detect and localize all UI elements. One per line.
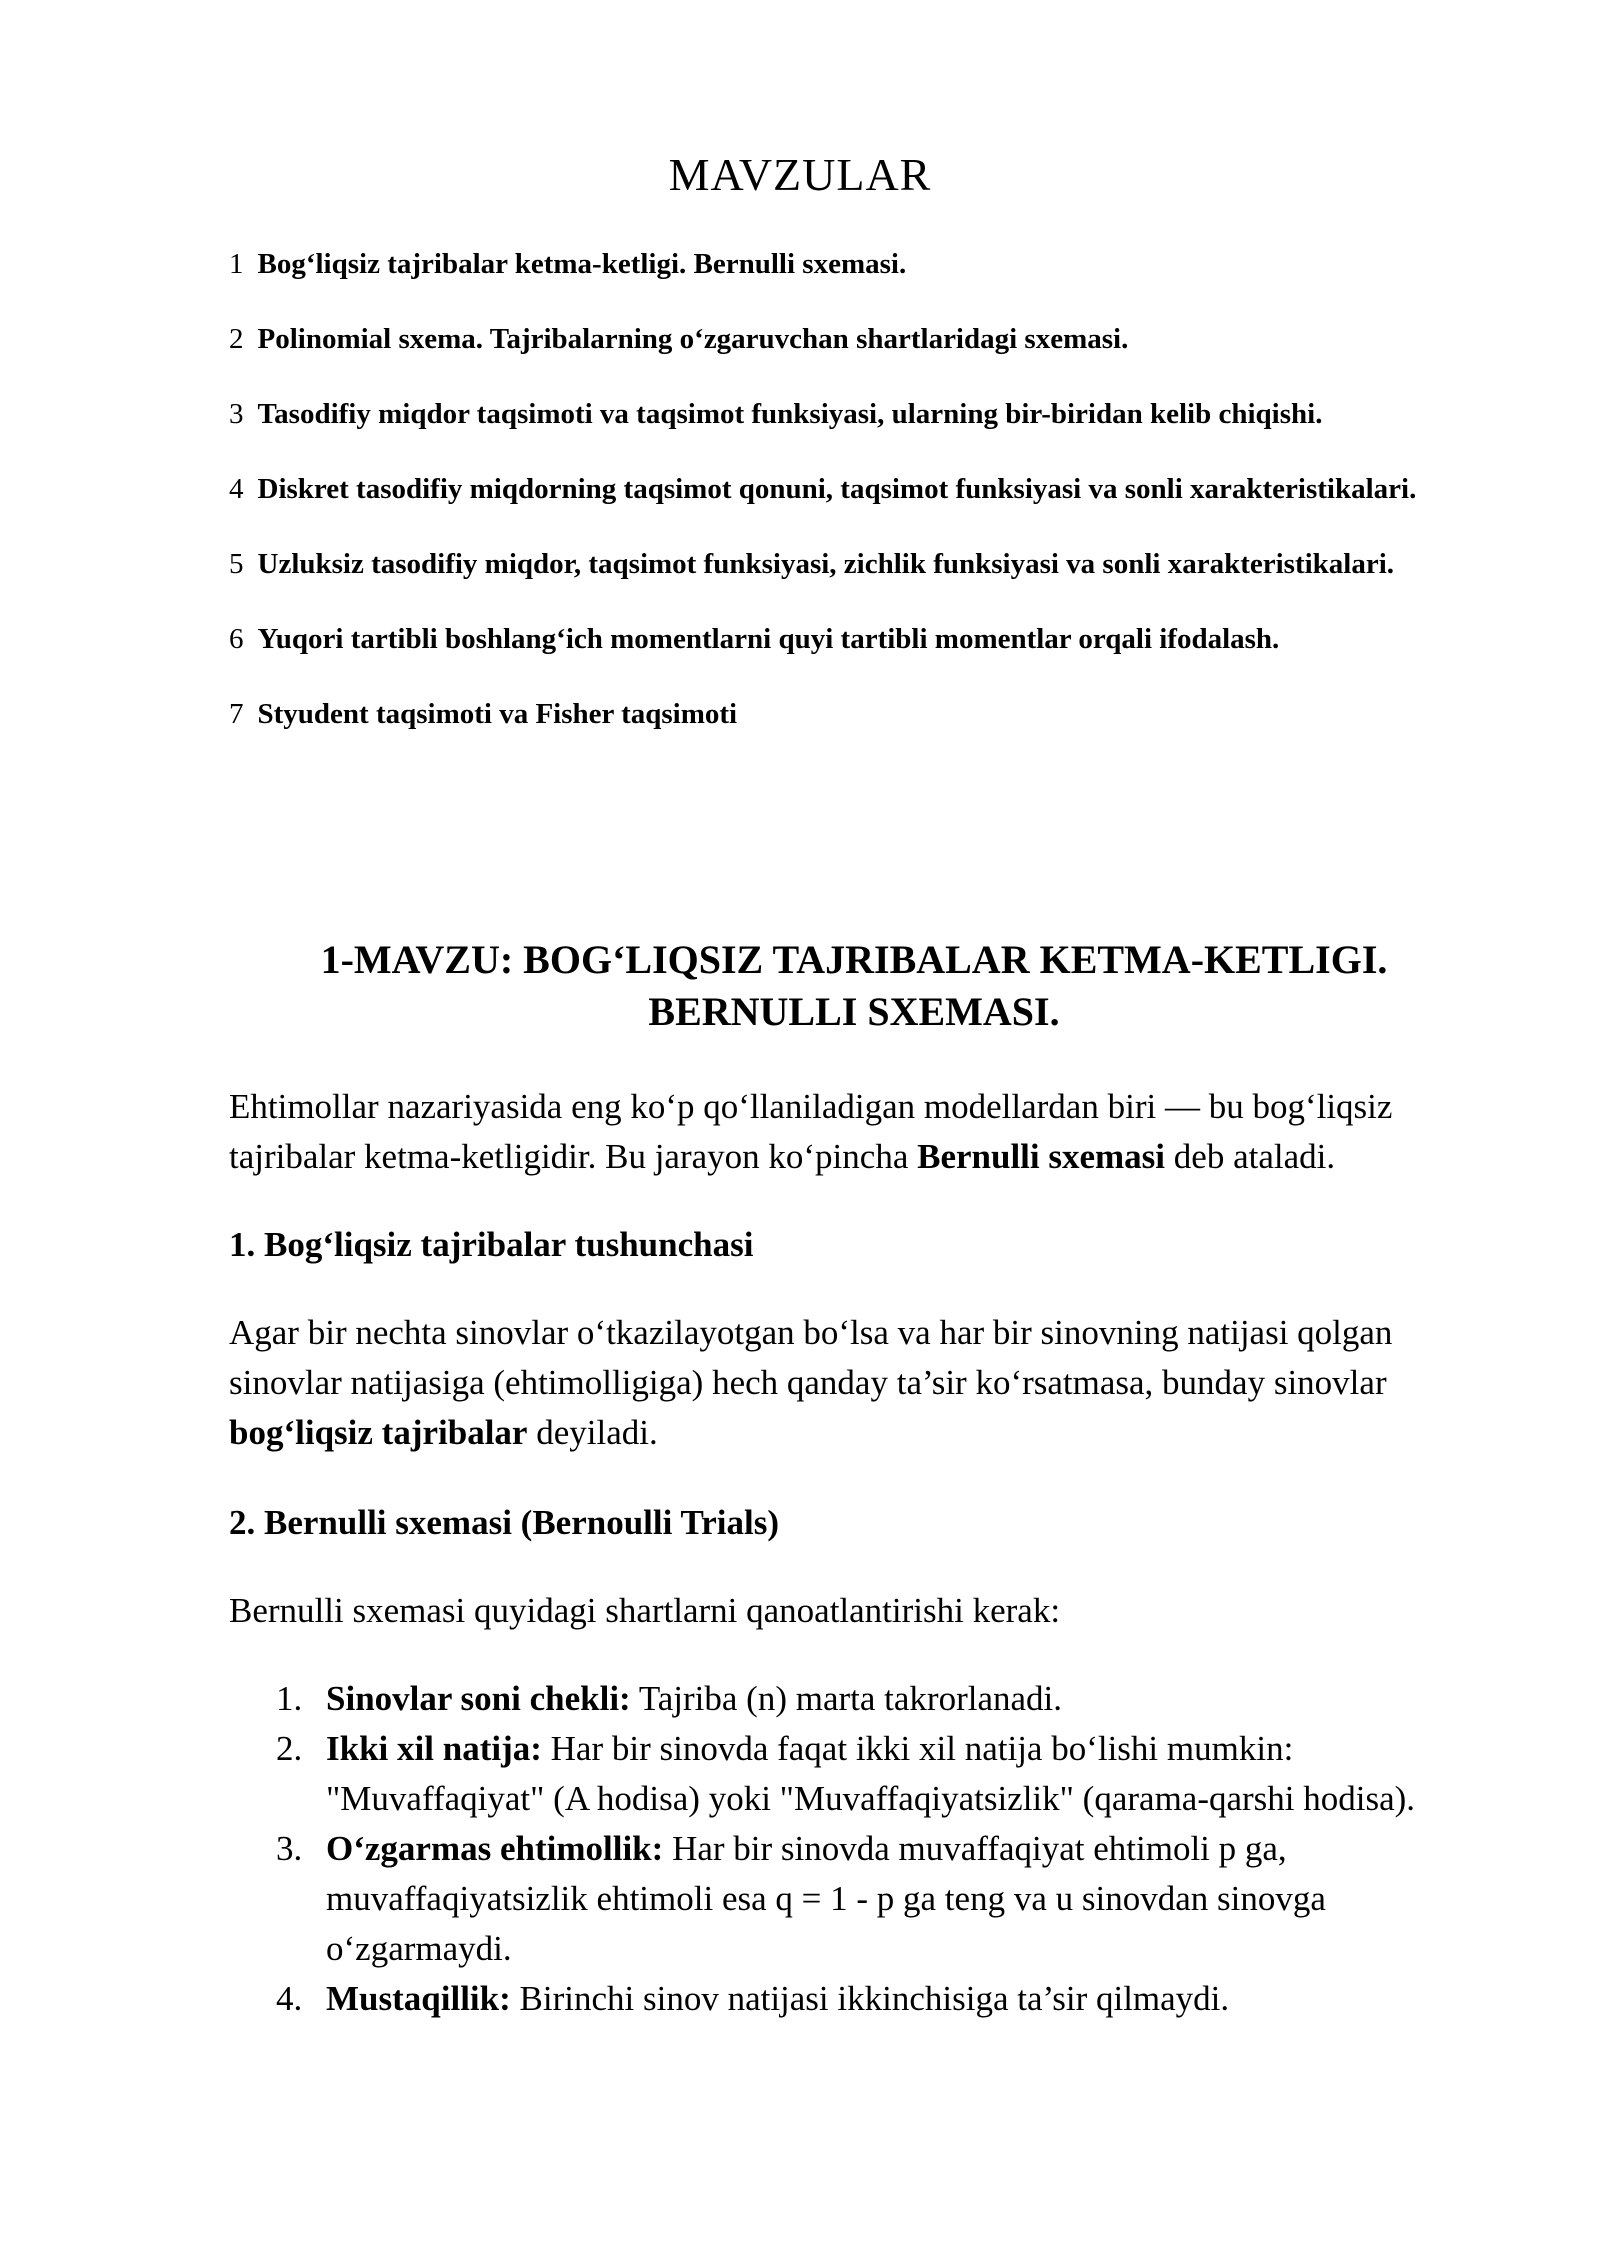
condition-text: Birinchi sinov natijasi ikkinchisiga ta’sir qilmaydi. [510, 1979, 1230, 2018]
toc-item-text: Styudent taqsimoti va Fisher taqsimoti [257, 698, 738, 730]
condition-item [229, 1724, 1479, 1824]
toc-item-number: 5 [229, 548, 244, 580]
condition-number: 2. [276, 1729, 303, 1768]
condition-text: Tajriba (n) marta takrorlanadi. [630, 1679, 1062, 1718]
toc-item-text: Uzluksiz tasodifiy miqdor, taqsimot funksiyasi, zichlik funksiyasi va sonli xarakteristikalari. [257, 548, 1395, 580]
condition-item [229, 1674, 1479, 1724]
chapter-title-line-1: 1-MAVZU: BOG‘LIQSIZ TAJRIBALAR KETMA-KETLIGI. [320, 937, 1388, 982]
condition-number: 3. [276, 1829, 303, 1868]
toc-item [229, 621, 1479, 658]
toc-item [229, 471, 1479, 508]
toc-item-text: Tasodifiy miqdor taqsimoti va taqsimot funksiyasi, ularning bir-biridan kelib chiqishi. [257, 398, 1323, 430]
condition-label: Sinovlar soni chekli: [326, 1679, 631, 1718]
toc-item-text: Bog‘liqsiz tajribalar ketma-ketligi. Bernulli sxemasi. [257, 248, 907, 280]
toc-title: MAVZULAR [668, 149, 932, 200]
condition-text: Har bir sinovda faqat ikki xil natija bo‘lishi mumkin: "Muvaffaqiyat" (A hodisa) yoki "Muvaffaqiyatsizlik" (qarama-qarshi hodisa). [326, 1729, 1416, 1818]
intro-text-after: deb ataladi. [1165, 1137, 1336, 1176]
toc-item-text: Diskret tasodifiy miqdorning taqsimot qonuni, taqsimot funksiyasi va sonli xarakteristikalari. [257, 473, 1417, 505]
toc-item-number: 1 [229, 248, 244, 280]
intro-paragraph [229, 1082, 1479, 1182]
toc-item [229, 696, 1479, 733]
toc-item [229, 396, 1479, 433]
chapter-title [229, 934, 1479, 1038]
toc-item [229, 321, 1479, 358]
toc-item-number: 3 [229, 398, 244, 430]
chapter-section [229, 934, 1479, 2024]
section-2-lead: Bernulli sxemasi quyidagi shartlarni qanoatlantirishi kerak: [229, 1591, 1061, 1630]
toc-item-number: 6 [229, 623, 244, 655]
toc-item-text: Polinomial sxema. Tajribalarning o‘zgaruvchan shartlaridagi sxemasi. [257, 323, 1129, 355]
chapter-title-line-2: BERNULLI SXEMASI. [648, 989, 1060, 1034]
conditions-list [229, 1674, 1479, 2024]
intro-text-before: Ehtimollar nazariyasida eng ko‘p qo‘llaniladigan modellardan biri — bu bog‘liqsiz tajribalar ketma-ketligidir. Bu jarayon ko‘pincha [229, 1087, 1393, 1176]
section-1-paragraph [229, 1308, 1479, 1458]
toc-item-number: 7 [229, 698, 244, 730]
condition-text: Har bir sinovda muvaffaqiyat ehtimoli p ga, muvaffaqiyatsizlik ehtimoli esa q = 1 - p ga teng va u sinovdan sinovga o‘zgarmaydi. [326, 1829, 1326, 1968]
section-1-heading: 1. Bog‘liqsiz tajribalar tushunchasi [229, 1225, 754, 1264]
toc-item [229, 546, 1479, 583]
condition-label: Mustaqillik: [326, 1979, 511, 2018]
toc-item-number: 2 [229, 323, 244, 355]
condition-item [229, 1974, 1479, 2024]
intro-bold-term: Bernulli sxemasi [917, 1137, 1166, 1176]
toc-item-text: Yuqori tartibli boshlang‘ich momentlarni quyi tartibli momentlar orqali ifodalash. [257, 623, 1280, 655]
condition-label: Ikki xil natija: [326, 1729, 542, 1768]
section-2-heading: 2. Bernulli sxemasi (Bernoulli Trials) [229, 1503, 779, 1542]
condition-item [229, 1824, 1479, 1974]
condition-label: O‘zgarmas ehtimollik: [326, 1829, 664, 1868]
condition-number: 4. [276, 1979, 303, 2018]
condition-number: 1. [276, 1679, 303, 1718]
section-1-text-before: Agar bir nechta sinovlar o‘tkazilayotgan bo‘lsa va har bir sinovning natijasi qolgan sinovlar natijasiga (ehtimolligiga) hech qanday ta’sir ko‘rsatmasa, bunday sinovlar [229, 1313, 1393, 1402]
section-1-bold-term: bog‘liqsiz tajribalar [229, 1413, 528, 1452]
toc-list [229, 246, 1479, 771]
section-1-text-after: deyiladi. [527, 1413, 658, 1452]
toc-item [229, 246, 1479, 283]
toc-item-number: 4 [229, 473, 244, 505]
